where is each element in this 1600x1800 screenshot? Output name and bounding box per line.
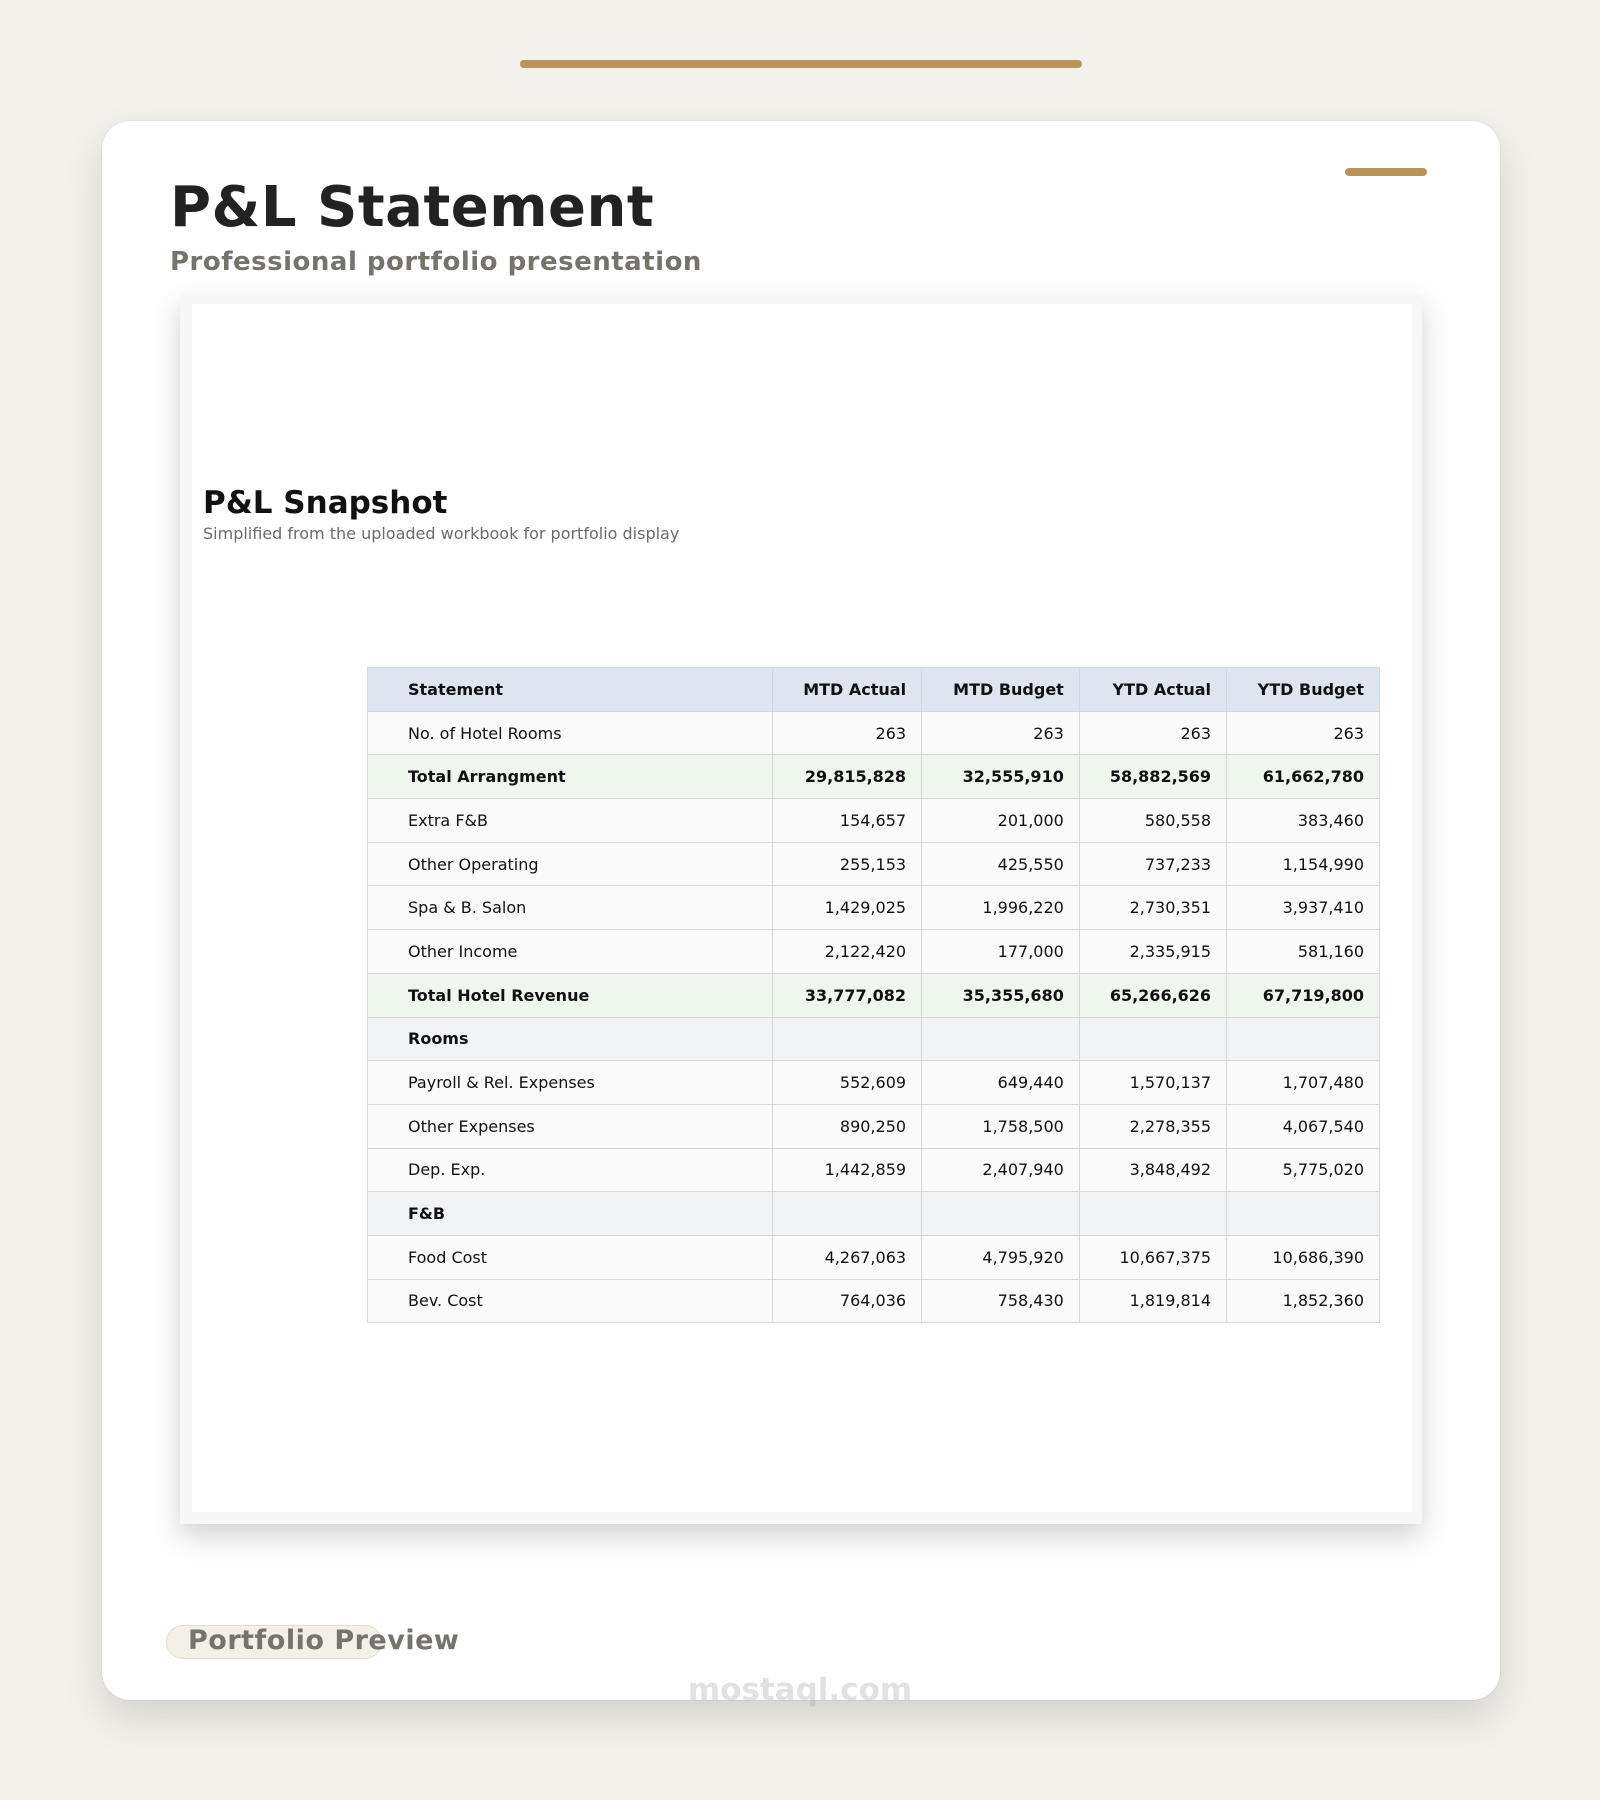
row-label-cell: Dep. Exp. xyxy=(368,1148,773,1192)
row-label-cell: Other Operating xyxy=(368,842,773,886)
table-row xyxy=(368,1279,1380,1323)
table-row xyxy=(368,1104,1380,1148)
value-cell: 3,848,492 xyxy=(1079,1148,1226,1192)
value-cell: 263 xyxy=(773,711,922,755)
table-row xyxy=(368,1061,1380,1105)
value-cell: 29,815,828 xyxy=(773,755,922,799)
table-row xyxy=(368,1148,1380,1192)
table-row xyxy=(368,886,1380,930)
value-cell: 2,407,940 xyxy=(922,1148,1080,1192)
document-preview xyxy=(180,294,1422,1524)
row-label-cell: Extra F&B xyxy=(368,799,773,843)
value-cell: 649,440 xyxy=(922,1061,1080,1105)
value-cell xyxy=(773,1192,922,1236)
value-cell: 1,852,360 xyxy=(1227,1279,1380,1323)
section-row xyxy=(368,1192,1380,1236)
value-cell: 263 xyxy=(922,711,1080,755)
value-cell: 1,819,814 xyxy=(1079,1279,1226,1323)
value-cell: 1,758,500 xyxy=(922,1104,1080,1148)
row-label-cell: Other Income xyxy=(368,930,773,974)
document-subtitle: Simplified from the uploaded workbook for portfolio display xyxy=(203,524,680,543)
value-cell: 581,160 xyxy=(1227,930,1380,974)
total-row xyxy=(368,973,1380,1017)
value-cell: 58,882,569 xyxy=(1079,755,1226,799)
total-row xyxy=(368,755,1380,799)
value-cell xyxy=(922,1192,1080,1236)
card-accent-bar xyxy=(1345,168,1427,176)
value-cell: 737,233 xyxy=(1079,842,1226,886)
value-cell: 2,278,355 xyxy=(1079,1104,1226,1148)
page-title: P&L Statement xyxy=(170,175,655,240)
column-header: YTD Actual xyxy=(1079,668,1226,712)
row-label-cell: No. of Hotel Rooms xyxy=(368,711,773,755)
value-cell: 383,460 xyxy=(1227,799,1380,843)
portfolio-card xyxy=(102,121,1500,1700)
value-cell: 10,686,390 xyxy=(1227,1235,1380,1279)
section-row xyxy=(368,1017,1380,1061)
value-cell: 552,609 xyxy=(773,1061,922,1105)
top-accent-bar xyxy=(520,60,1082,68)
row-label-cell: Other Expenses xyxy=(368,1104,773,1148)
table-row xyxy=(368,930,1380,974)
row-label-cell: F&B xyxy=(368,1192,773,1236)
document-sheet xyxy=(192,304,1412,1512)
value-cell: 1,707,480 xyxy=(1227,1061,1380,1105)
value-cell: 1,996,220 xyxy=(922,886,1080,930)
row-label-cell: Food Cost xyxy=(368,1235,773,1279)
row-label-cell: Bev. Cost xyxy=(368,1279,773,1323)
value-cell: 10,667,375 xyxy=(1079,1235,1226,1279)
value-cell: 2,730,351 xyxy=(1079,886,1226,930)
value-cell xyxy=(1079,1192,1226,1236)
value-cell xyxy=(1079,1017,1226,1061)
table-row xyxy=(368,711,1380,755)
row-label-cell: Spa & B. Salon xyxy=(368,886,773,930)
value-cell: 764,036 xyxy=(773,1279,922,1323)
row-label-cell: Total Hotel Revenue xyxy=(368,973,773,1017)
table-row xyxy=(368,799,1380,843)
value-cell xyxy=(922,1017,1080,1061)
column-header: YTD Budget xyxy=(1227,668,1380,712)
value-cell: 263 xyxy=(1079,711,1226,755)
value-cell: 1,429,025 xyxy=(773,886,922,930)
value-cell: 580,558 xyxy=(1079,799,1226,843)
value-cell: 1,442,859 xyxy=(773,1148,922,1192)
value-cell: 201,000 xyxy=(922,799,1080,843)
value-cell: 425,550 xyxy=(922,842,1080,886)
watermark-text: mostaql.com xyxy=(687,1672,913,1708)
row-label-cell: Payroll & Rel. Expenses xyxy=(368,1061,773,1105)
page-subtitle: Professional portfolio presentation xyxy=(170,247,702,277)
value-cell: 32,555,910 xyxy=(922,755,1080,799)
table-row xyxy=(368,842,1380,886)
value-cell: 4,067,540 xyxy=(1227,1104,1380,1148)
value-cell: 4,795,920 xyxy=(922,1235,1080,1279)
pl-table xyxy=(367,667,1380,1323)
document-title: P&L Snapshot xyxy=(203,485,448,521)
portfolio-preview-label: Portfolio Preview xyxy=(188,1625,460,1656)
value-cell: 2,335,915 xyxy=(1079,930,1226,974)
value-cell: 5,775,020 xyxy=(1227,1148,1380,1192)
column-header: MTD Actual xyxy=(773,668,922,712)
column-header: MTD Budget xyxy=(922,668,1080,712)
value-cell: 67,719,800 xyxy=(1227,973,1380,1017)
value-cell: 758,430 xyxy=(922,1279,1080,1323)
column-header: Statement xyxy=(368,668,773,712)
value-cell: 3,937,410 xyxy=(1227,886,1380,930)
value-cell: 61,662,780 xyxy=(1227,755,1380,799)
value-cell: 33,777,082 xyxy=(773,973,922,1017)
value-cell: 4,267,063 xyxy=(773,1235,922,1279)
table-header-row xyxy=(368,668,1380,712)
value-cell xyxy=(1227,1017,1380,1061)
value-cell: 1,154,990 xyxy=(1227,842,1380,886)
row-label-cell: Rooms xyxy=(368,1017,773,1061)
value-cell: 65,266,626 xyxy=(1079,973,1226,1017)
value-cell: 177,000 xyxy=(922,930,1080,974)
table-row xyxy=(368,1235,1380,1279)
value-cell: 263 xyxy=(1227,711,1380,755)
value-cell: 255,153 xyxy=(773,842,922,886)
value-cell xyxy=(773,1017,922,1061)
value-cell: 35,355,680 xyxy=(922,973,1080,1017)
value-cell: 154,657 xyxy=(773,799,922,843)
row-label-cell: Total Arrangment xyxy=(368,755,773,799)
table-body xyxy=(368,711,1380,1323)
value-cell: 890,250 xyxy=(773,1104,922,1148)
value-cell: 1,570,137 xyxy=(1079,1061,1226,1105)
value-cell: 2,122,420 xyxy=(773,930,922,974)
value-cell xyxy=(1227,1192,1380,1236)
